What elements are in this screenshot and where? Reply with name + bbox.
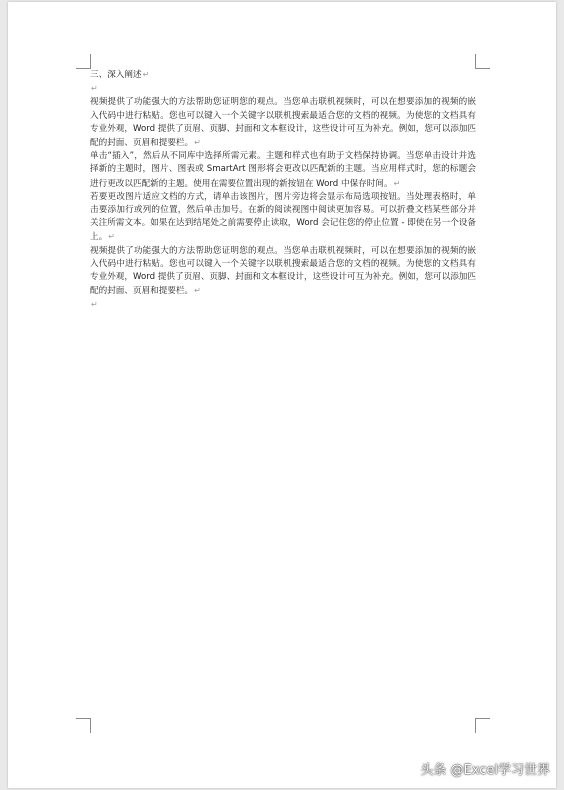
empty-paragraph: ↵ — [91, 84, 98, 94]
crop-mark-bottom-left — [76, 718, 91, 733]
watermark-text: 头条 @Excel学习世界 — [420, 763, 550, 778]
body-paragraph-3: 若要更改图片适应文档的方式，请单击该图片，图片旁边将会显示布局选项按钮。当处理表格时，单击要添加行或列的位置，然后单击加号。在新的阅读视图中阅读更加容易。可以折叠文档某些部分并关注所需文本。如果在达到结尾处之前需要停止读取，Word 会记住您的停止位置 - 即使在另一个设备上。↵ — [90, 191, 476, 243]
document-page — [8, 2, 556, 788]
body-paragraph-2: 单击“插入”，然后从不同库中选择所需元素。主题和样式也有助于文档保持协调。当您单击设计并选择新的主题时，图片、图表或 SmartArt 图形将会更改以匹配新的主题。当应用样式时，您的标题会进行更改以匹配新的主题。使用在需要位置出现的新按钮在 Word 中保存时间。↵ — [90, 151, 476, 189]
empty-paragraph-end: ↵ — [91, 300, 98, 310]
document-body[interactable] — [90, 68, 476, 313]
section-heading: 三、深入阐述↵ — [90, 70, 150, 80]
crop-mark-top-right — [475, 54, 490, 69]
crop-mark-top-left — [76, 54, 91, 69]
crop-mark-bottom-right — [475, 718, 490, 733]
body-paragraph-4: 视频提供了功能强大的方法帮助您证明您的观点。当您单击联机视频时，可以在想要添加的视频的嵌入代码中进行粘贴。您也可以键入一个关键字以联机搜索最适合您的文档的视频。为使您的文档具有专业外观，Word 提供了页眉、页脚、封面和文本框设计，这些设计可互为补充。例如，您可以添加匹配的封面、页眉和提要栏。↵ — [90, 245, 476, 297]
body-paragraph-1: 视频提供了功能强大的方法帮助您证明您的观点。当您单击联机视频时，可以在想要添加的视频的嵌入代码中进行粘贴。您也可以键入一个关键字以联机搜索最适合您的文档的视频。为使您的文档具有专业外观，Word 提供了页眉、页脚、封面和文本框设计，这些设计可互为补充。例如，您可以添加匹配的封面、页眉和提要栏。↵ — [90, 97, 476, 149]
